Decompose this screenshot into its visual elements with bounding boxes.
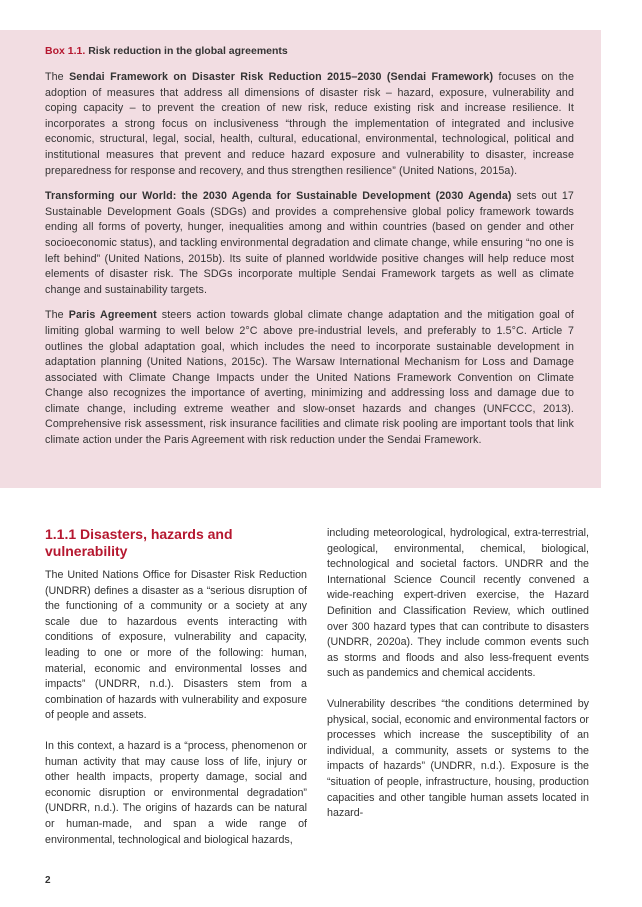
box-title-text: Risk reduction in the global agreements <box>85 45 288 57</box>
box-paragraph-paris <box>45 308 574 448</box>
box-p3-pre: The <box>45 309 69 322</box>
info-box-content <box>45 44 574 459</box>
section-heading: 1.1.1 Disasters, hazards and vulnerability <box>45 526 233 559</box>
right-column <box>327 526 589 837</box>
box-p3-bold: Paris Agreement <box>68 309 157 322</box>
box-p1-bold: Sendai Framework on Disaster Risk Reduction 2015–2030 (Sendai Framework) <box>69 71 494 83</box>
left-paragraph-2: In this context, a hazard is a “process, phenomenon or human activity that may cause loss of life, injury or other health impacts, property damage, social and economic disruption or environmental degradation” (UNDRR, n.d.). The origins of hazards can be natural or human-made, and span a wide range of environmental, technological and biological hazards, <box>45 739 307 846</box>
left-column <box>45 526 307 863</box>
box-p1-post: focuses on the adoption of measures that address all dimensions of disaster risk – hazard, exposure, vulnerability and coping capacity – to prevent the creation of new risk, reduce existing risk and increase resilience. It incorporates a strong focus on inclusiveness “through the implementation of integrated and inclusive economic, structural, legal, social, health, cultural, educational, environmental, technological, political and institutional measures that prevent and reduce hazard exposure and vulnerability to disaster, increase preparedness for response and recovery, and thus strengthen resilience” (United Nations, 2015a). <box>45 71 574 177</box>
left-paragraph-1: The United Nations Office for Disaster Risk Reduction (UNDRR) defines a disaster as a “serious disruption of the functioning of a community or a society at any scale due to hazardous events interacting with conditions of exposure, vulnerability and capacity, leading to one or more of the following: human, material, economic and environmental losses and impacts” (UNDRR, n.d.). Disasters stem from a combination of hazards with vulnerability and exposure of people and assets. <box>45 569 307 722</box>
info-box <box>0 30 601 488</box>
box-p2-bold: Transforming our World: the 2030 Agenda for Sustainable Development (2030 Agenda) <box>45 190 512 203</box>
right-paragraph-1: including meteorological, hydrological, extra-terrestrial, geological, environmental, chemical, biological, technological and societal factors. UNDRR and the International Science Council recently convened a wide-reaching expert-driven exercise, the Hazard Definition and Classification Review, which outlined over 300 hazard types that can contribute to disasters (UNDRR, 2020a). They include common events such as storms and floods and also less-frequent events such as pandemics and chemical accidents. <box>327 527 589 680</box>
box-p3-post: steers action towards global climate change adaptation and the mitigation goal of limiting global warming to well below 2°C above pre-industrial levels, and preferably to 1.5°C. Article 7 outlines the global adaptation goal, which includes the need to incorporate sustainable development in adaptation planning (United Nations, 2015c). The Warsaw International Mechanism for Loss and Damage associated with Climate Change Impacts under the United Nations Framework Convention on Climate Change also recognizes the importance of averting, minimizing and addressing loss and damage due to climate change, including extreme weather and slow-onset hazards and changes (UNFCCC, 2013). Comprehensive risk assessment, risk insurance facilities and climate risk pooling are important tools that link climate action under the Paris Agreement with risk reduction under the Sendai Framework. <box>45 309 574 447</box>
box-paragraph-sendai <box>45 70 574 179</box>
box-p1-pre: The <box>45 71 70 83</box>
page-number: 2 <box>45 875 51 886</box>
box-number: Box 1.1. <box>45 45 86 57</box>
box-title <box>45 44 574 58</box>
right-paragraph-2: Vulnerability describes “the conditions determined by physical, social, economic and environmental factors or processes which increase the susceptibility of an individual, a community, assets or systems to the impacts of hazards” (UNDRR, n.d.). Exposure is the “situation of people, infrastructure, housing, production capacities and other tangible human assets located in hazard- <box>327 697 589 820</box>
box-paragraph-agenda-2030 <box>45 189 574 298</box>
box-p2-post: sets out 17 Sustainable Development Goals (SDGs) and provides a comprehensive global policy framework towards ending all forms of poverty, hunger, inequalities among and within countries (based on gender and other socioeconomic status), and tackling environmental degradation and climate change, while ensuring “no one is left behind” (United Nations, 2015b). Its suite of planned worldwide positive changes will help reduce most elements of disaster risk. The SDGs incorporate multiple Sendai Framework targets as well as climate change and sustainability targets. <box>45 190 574 296</box>
